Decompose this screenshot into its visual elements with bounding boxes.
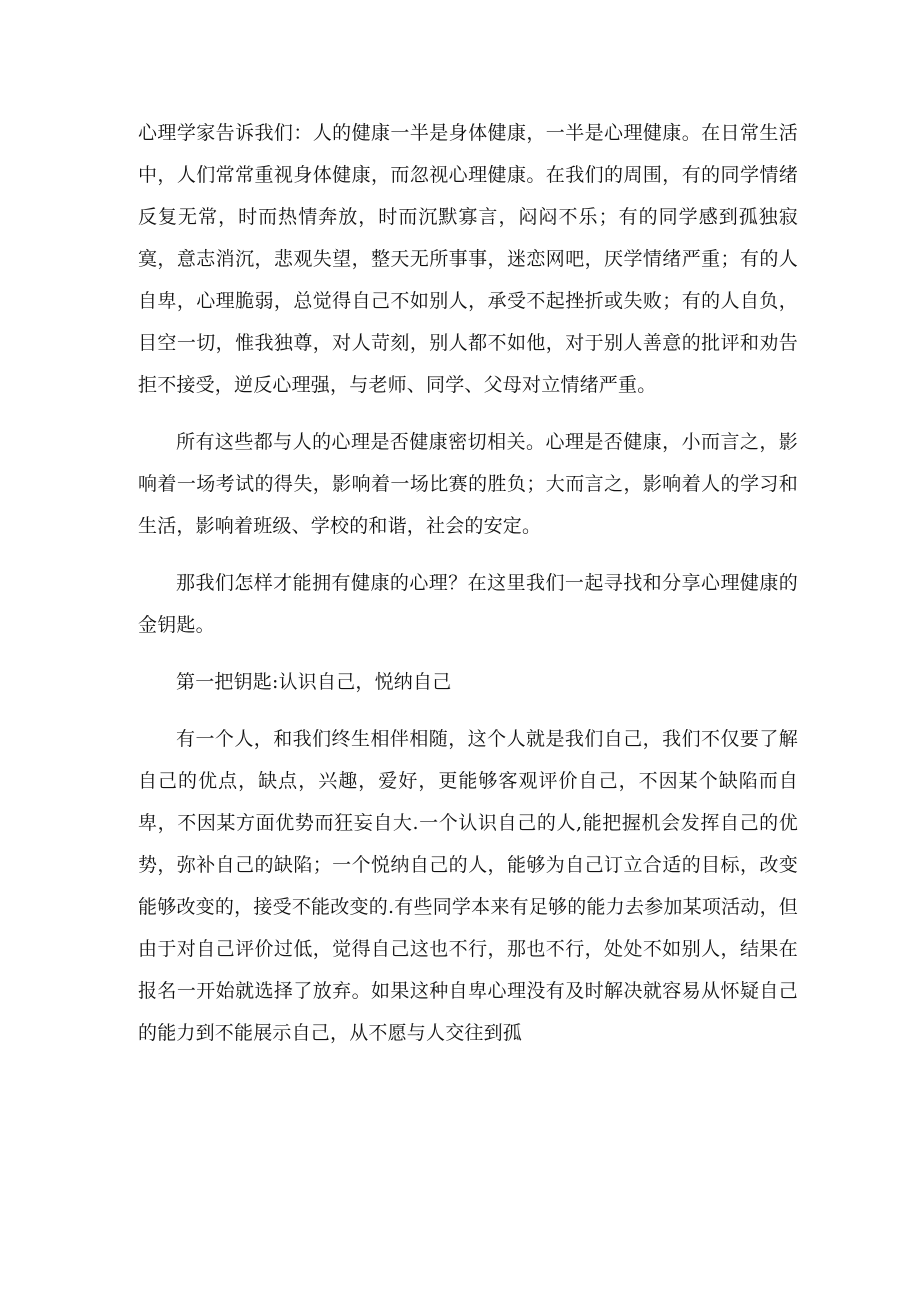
- paragraph-self-knowledge: 有一个人，和我们终生相伴相随，这个人就是我们自己，我们不仅要了解自己的优点，缺点，兴趣，爱好，更能够客观评价自己，不因某个缺陷而自卑，不因某方面优势而狂妄自大.一个认识自己的人,能把握机会发挥自己的优势，弥补自己的缺陷；一个悦纳自己的人，能够为自己订立合适的目标，改变能够改变的，接受不能改变的.有些同学本来有足够的能力去参加某项活动，但由于对自己评价过低，觉得自己这也不行，那也不行，处处不如别人，结果在报名一开始就选择了放弃。如果这种自卑心理没有及时解决就容易从怀疑自己的能力到不能展示自己，从不愿与人交往到孤: [138, 728, 798, 1044]
- paragraph-question: 那我们怎样才能拥有健康的心理？在这里我们一起寻找和分享心理健康的金钥匙。: [138, 572, 798, 636]
- paragraph-relevance: 所有这些都与人的心理是否健康密切相关。心理是否健康，小而言之，影响着一场考试的得失，影响着一场比赛的胜负；大而言之，影响着人的学习和生活，影响着班级、学校的和谐，社会的安定。: [138, 431, 798, 537]
- paragraph-intro: 心理学家告诉我们：人的健康一半是身体健康，一半是心理健康。在日常生活中，人们常常重视身体健康，而忽视心理健康。在我们的周围，有的同学情绪反复无常，时而热情奔放，时而沉默寡言，闷闷不乐；有的同学感到孤独寂寞，意志消沉，悲观失望，整天无所事事，迷恋网吧，厌学情绪严重；有的人自卑，心理脆弱，总觉得自己不如别人，承受不起挫折或失败；有的人自负，目空一切，惟我独尊，对人苛刻，别人都不如他，对于别人善意的批评和劝告拒不接受，逆反心理强，与老师、同学、父母对立情绪严重。: [138, 122, 798, 396]
- document-body: [138, 112, 798, 1069]
- section-heading-first-key: 第一把钥匙:认识自己，悦纳自己: [176, 671, 452, 693]
